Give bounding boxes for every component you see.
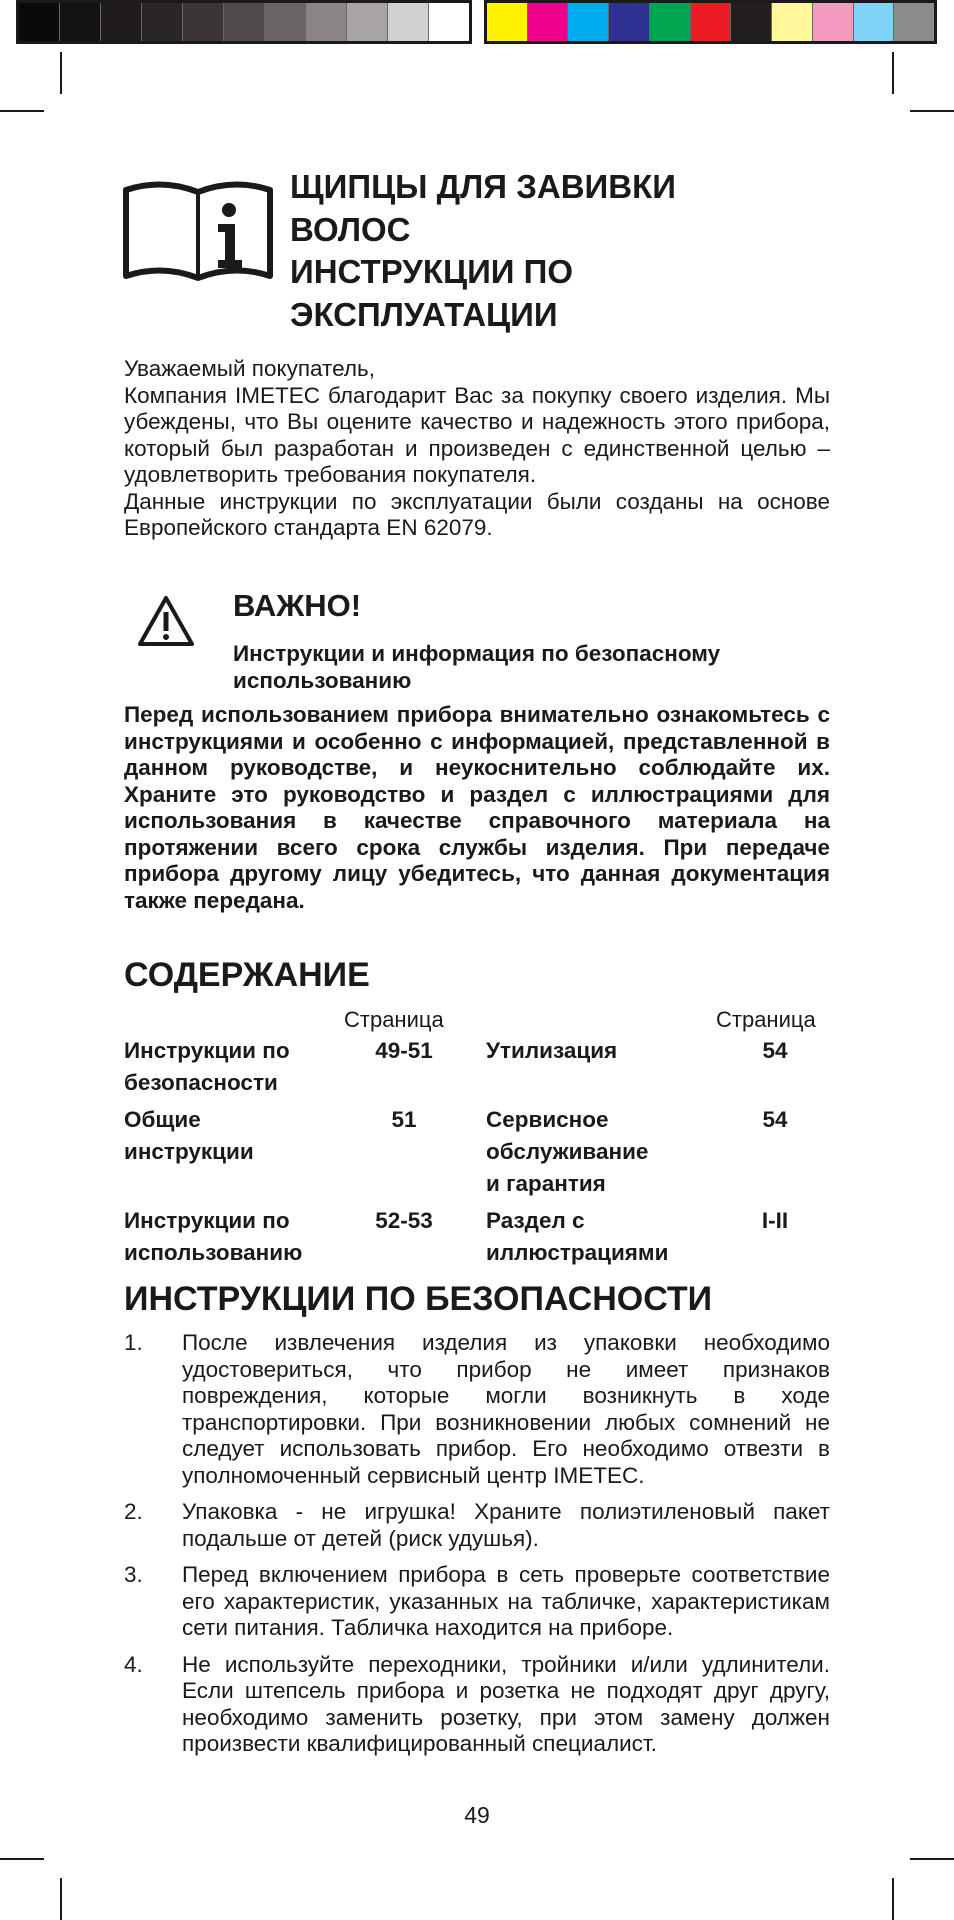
color-swatch (894, 3, 934, 41)
crop-mark (892, 52, 894, 94)
warning-triangle-icon (136, 594, 196, 648)
color-swatch (813, 3, 854, 41)
page-number: 49 (464, 1802, 490, 1828)
contents-heading: СОДЕРЖАНИЕ (124, 956, 370, 994)
color-swatch (429, 3, 469, 41)
toc-item-general[interactable]: Общие инструкции (124, 1107, 254, 1164)
safety-list (124, 1330, 830, 1768)
crop-mark (892, 1878, 894, 1920)
title-line: ИНСТРУКЦИИ ПО (290, 253, 574, 290)
color-swatch (528, 3, 569, 41)
color-swatch (224, 3, 265, 41)
toc-page-number: 51 (391, 1107, 417, 1132)
color-swatch (347, 3, 388, 41)
document-title (290, 166, 676, 336)
toc-page-number: 52-53 (375, 1208, 433, 1233)
toc-page-number: 54 (762, 1107, 788, 1132)
intro-paragraph: Компания IMETEC благодарит Вас за покупку своего изделия. Мы убеждены, что Вы оцените качество и надежность этого прибора, который был разработан и произведен с единственной целью – удовлетворить требования покупателя. (124, 382, 830, 487)
color-swatch (388, 3, 429, 41)
toc-page-number: I-II (761, 1208, 789, 1233)
instruction-book-icon (122, 176, 274, 284)
color-swatch (60, 3, 101, 41)
color-swatch (650, 3, 691, 41)
toc-item-illustrations[interactable]: Раздел с иллюстрациями (486, 1208, 669, 1265)
title-line: ЩИПЦЫ ДЛЯ ЗАВИВКИ (290, 168, 676, 205)
crop-mark (910, 110, 954, 112)
color-swatch (19, 3, 60, 41)
color-calibration-bar (484, 0, 937, 44)
color-swatch (265, 3, 306, 41)
color-swatch (142, 3, 183, 41)
crop-mark (60, 1878, 62, 1920)
crop-mark (0, 1858, 44, 1860)
safety-heading: ИНСТРУКЦИИ ПО БЕЗОПАСНОСТИ (124, 1280, 713, 1318)
color-swatch (306, 3, 347, 41)
list-item: 3. Перед включением прибора в сеть проверьте соответствие его характеристик, указанных на табличке, характеристикам сети питания. Табличка находится на приборе. (124, 1562, 830, 1640)
page-column-header: Страница (716, 1007, 816, 1032)
color-swatch (487, 3, 528, 41)
toc-page-number: 49-51 (375, 1038, 433, 1063)
list-item: 2. Упаковка - не игрушка! Храните полиэтиленовый пакет подальше от детей (риск удушья). (124, 1499, 830, 1551)
toc-item-disposal[interactable]: Утилизация (486, 1038, 618, 1063)
color-swatch (609, 3, 650, 41)
color-swatch (691, 3, 732, 41)
color-swatch (568, 3, 609, 41)
color-swatch (854, 3, 895, 41)
toc-page-number: 54 (762, 1038, 788, 1063)
intro-section (124, 356, 830, 542)
toc-item-safety[interactable]: Инструкции по безопасности (124, 1038, 290, 1095)
color-swatch (772, 3, 813, 41)
list-item: 1. После извлечения изделия из упаковки необходимо удостовериться, что прибор не имеет признаков повреждения, которые могли возникнуть в ходе транспортировки. При возникновении любых сомнений не следует использовать прибор. Его необходимо отвезти в уполномоченный сервисный центр IMETEC. (124, 1330, 830, 1488)
warning-subtitle: Инструкции и информация по безопасному использованию (233, 641, 721, 693)
intro-paragraph: Данные инструкции по эксплуатации были созданы на основе Европейского стандарта EN 62079. (124, 488, 830, 540)
color-swatch (183, 3, 224, 41)
color-swatch (101, 3, 142, 41)
warning-title: ВАЖНО! (233, 588, 362, 623)
color-swatch (731, 3, 772, 41)
greeting: Уважаемый покупатель, (124, 356, 375, 381)
crop-mark (60, 52, 62, 94)
warning-body: Перед использованием прибора внимательно ознакомьтесь с инструкциями и особенно с информацией, представленной в данном руководстве, и неукоснительно соблюдайте их. Храните это руководство и раздел с иллюстрациями для использования в качестве справочного материала на протяжении всего срока службы изделия. При передаче прибора другому лицу убедитесь, что данная документация также передана. (124, 702, 830, 913)
grayscale-calibration-bar (16, 0, 472, 44)
page-column-header: Страница (344, 1007, 444, 1032)
title-line: ЭКСПЛУАТАЦИИ (290, 295, 558, 333)
title-line: ВОЛОС (290, 210, 411, 248)
toc-item-usage[interactable]: Инструкции по использованию (124, 1208, 303, 1265)
toc-item-service[interactable]: Сервисное обслуживание и гарантия (486, 1107, 649, 1196)
crop-mark (0, 110, 44, 112)
list-item: 4. Не используйте переходники, тройники и/или удлинители. Если штепсель прибора и розетка не подходят друг другу, необходимо заменить розетку, при этом замену должен произвести квалифицированный специалист. (124, 1651, 830, 1756)
crop-mark (910, 1858, 954, 1860)
